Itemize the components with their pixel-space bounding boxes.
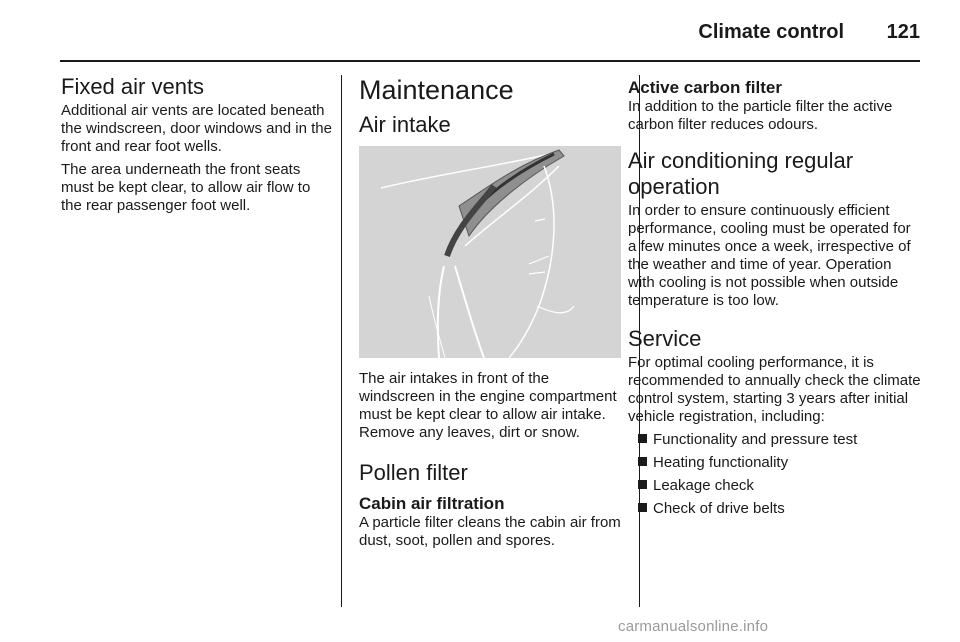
- section-heading-air-conditioning: Air conditioning regular operation: [628, 148, 854, 199]
- bullet-icon: [638, 503, 647, 512]
- bullet-icon: [638, 480, 647, 489]
- page-header-title: Climate control: [698, 21, 844, 43]
- subheading-active-carbon-filter: Active carbon filter: [628, 78, 782, 97]
- bullet-icon: [638, 434, 647, 443]
- bullet-icon: [638, 457, 647, 466]
- list-item: Check of drive belts: [628, 500, 922, 518]
- service-checklist: [628, 431, 922, 518]
- subheading-air-intake: Air intake: [359, 112, 451, 137]
- paragraph: The air intakes in front of the windscreen in the engine compartment must be kept clear to allow air intake. Remove any leaves, dirt or snow.: [359, 370, 617, 441]
- column-3: [628, 74, 922, 523]
- list-item: Functionality and pressure test: [628, 431, 922, 449]
- section-heading-service: Service: [628, 326, 702, 351]
- column-divider-1: [341, 75, 342, 607]
- list-item: Heating functionality: [628, 454, 922, 472]
- column-1: [61, 74, 333, 220]
- paragraph: For optimal cooling performance, it is recommended to annually check the climate control system, starting 3 years after initial vehicle registration, including:: [628, 354, 921, 425]
- page-number: 121: [886, 21, 920, 43]
- paragraph: In order to ensure continuously efficient performance, cooling must be operated for a few minutes once a week, irrespective of the weather and time of year. Operation with cooling is not possible when outside temperature is too low.: [628, 202, 911, 309]
- section-heading-fixed-air-vents: Fixed air vents: [61, 74, 205, 99]
- paragraph: The area underneath the front seats must be kept clear, to allow air flow to the rear passenger foot well.: [61, 161, 311, 214]
- paragraph: Additional air vents are located beneath the windscreen, door windows and in the front and rear foot wells.: [61, 102, 332, 155]
- paragraph: A particle filter cleans the cabin air from dust, soot, pollen and spores.: [359, 514, 621, 549]
- section-heading-maintenance: Maintenance: [359, 75, 514, 105]
- paragraph: In addition to the particle filter the active carbon filter reduces odours.: [628, 98, 893, 133]
- subheading-pollen-filter: Pollen filter: [359, 460, 468, 485]
- subheading-cabin-air-filtration: Cabin air filtration: [359, 494, 505, 513]
- watermark: carmanualsonline.info: [618, 618, 769, 635]
- list-item: Leakage check: [628, 477, 922, 495]
- header-rule: [60, 60, 920, 62]
- column-2: [359, 74, 621, 555]
- air-intake-illustration: [359, 146, 621, 358]
